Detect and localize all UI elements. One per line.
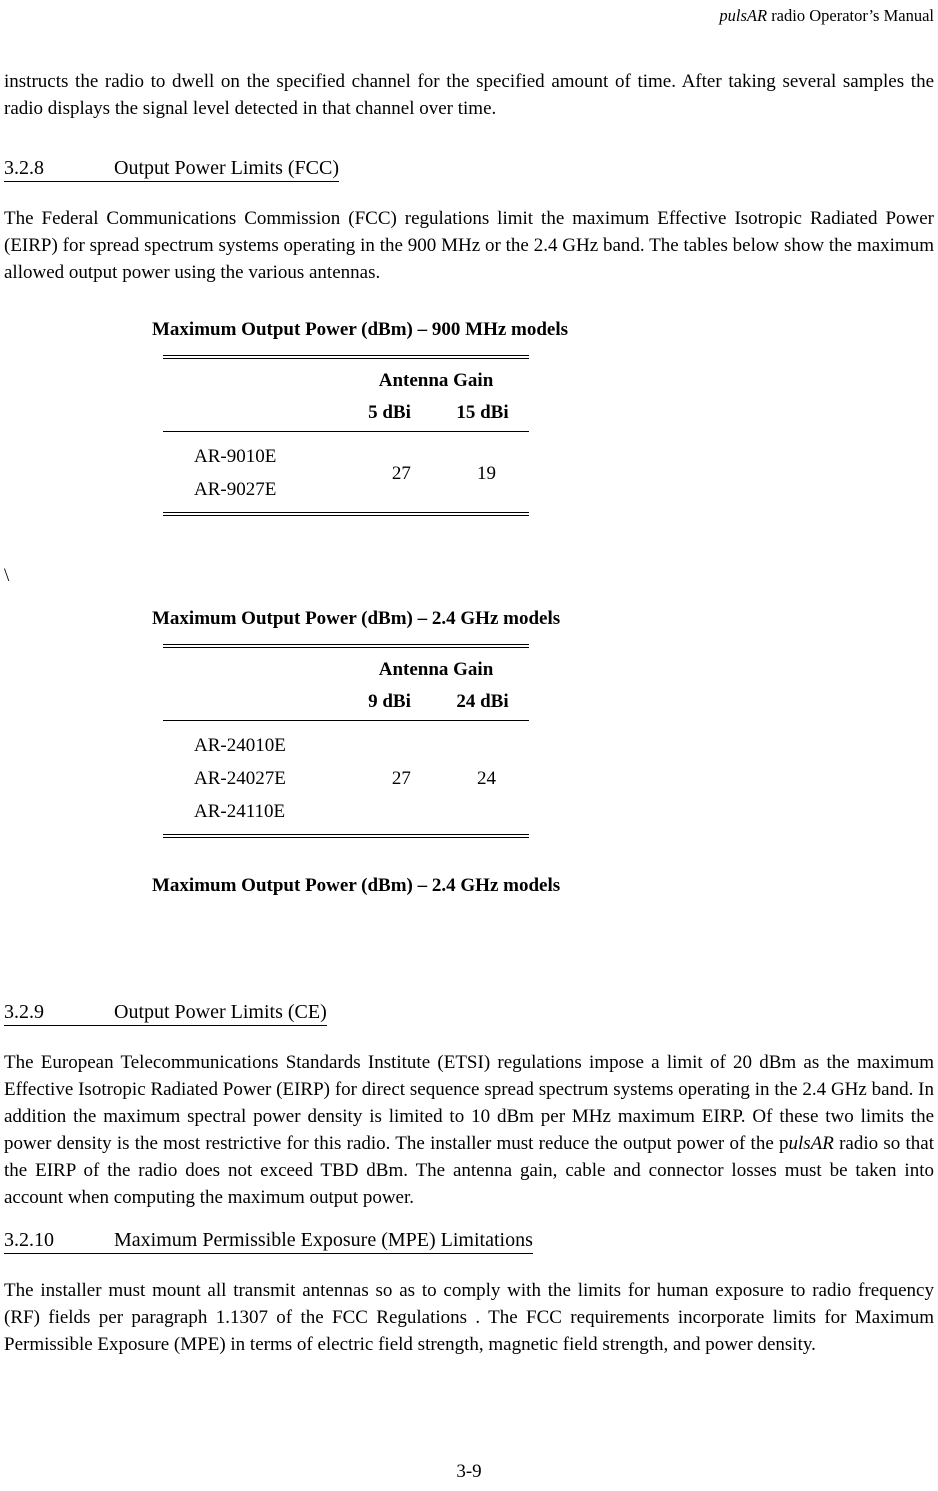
table-column-header-row <box>163 685 529 721</box>
model-labels <box>163 729 359 828</box>
section-number-ce: 3.2.9 <box>4 1001 44 1023</box>
model-label: AR-24110E <box>194 801 286 822</box>
stray-backslash: \ <box>4 565 10 586</box>
table-caption-900: Maximum Output Power (dBm) – 900 MHz models <box>152 319 569 340</box>
ce-paragraph-italic: ulsAR <box>788 1133 834 1154</box>
ce-paragraph <box>4 1049 934 1211</box>
power-value: 24 <box>476 768 496 789</box>
ce-paragraph-part1: The European Telecommunications Standards Institute (ETSI) regulations impose a limit of 20 dBm as the maximum Effective Isotropic Radiated Power (EIRP) for direct sequence spread spectrum systems operating in the 2.4 GHz band. In addition the maximum spectral power density is limited to 10 dBm per MHz maximum EIRP. Of these two limits the power density is the most restrictive for this radio. The installer must reduce the output power of the p <box>4 1052 934 1154</box>
mpe-paragraph: The installer must mount all transmit antennas so as to comply with the limits for human exposure to radio frequency (RF) fields per paragraph 1.1307 of the FCC Regulations . The FCC requirements incorporate limits for Maximum Permissible Exposure (MPE) in terms of electric field strength, magnetic field strength, and power density. <box>4 1280 934 1355</box>
model-label: AR-9010E <box>194 446 277 467</box>
power-table-24ghz <box>163 644 529 838</box>
antenna-gain-header: Antenna Gain <box>378 659 494 680</box>
antenna-gain-header: Antenna Gain <box>378 370 494 391</box>
model-label: AR-24027E <box>194 768 286 789</box>
ce-paragraph-part2: radio so that the EIRP of the radio does not exceed TBD dBm. The antenna gain, cable and connector losses must be taken into account when computing the maximum output power. <box>4 1133 934 1208</box>
power-value: 19 <box>476 462 496 484</box>
empty-cell <box>163 359 343 396</box>
table-caption-extra: Maximum Output Power (dBm) – 2.4 GHz models <box>152 875 561 896</box>
manual-title-rest: radio Operator’s Manual <box>767 6 934 25</box>
power-value: 27 <box>391 768 411 789</box>
page-number: 3-9 <box>456 1461 482 1482</box>
empty-cell <box>163 399 343 426</box>
model-labels <box>163 440 359 506</box>
table-group-header-row <box>163 359 529 396</box>
column-header-24dbi: 24 dBi <box>456 691 509 712</box>
intro-paragraph: instructs the radio to dwell on the specified channel for the specified amount of time. After taking several samples the radio displays the signal level detected in that channel over time. <box>4 71 934 119</box>
model-label: AR-24010E <box>194 735 286 756</box>
section-heading-mpe <box>4 1227 934 1254</box>
power-table-900 <box>163 355 529 516</box>
table-column-header-row <box>163 396 529 432</box>
section-title-fcc: Output Power Limits (FCC) <box>114 157 340 179</box>
heading-underline <box>4 1229 533 1254</box>
table-row <box>163 432 529 512</box>
section-number-mpe: 3.2.10 <box>4 1229 54 1251</box>
heading-underline <box>4 1001 327 1026</box>
section-title-mpe: Maximum Permissible Exposure (MPE) Limitations <box>114 1229 533 1251</box>
manual-title-italic: pulsAR <box>719 6 768 25</box>
section-heading-ce <box>4 999 934 1026</box>
section-title-ce: Output Power Limits (CE) <box>114 1001 327 1023</box>
table-caption-24ghz: Maximum Output Power (dBm) – 2.4 GHz models <box>152 608 561 629</box>
empty-cell <box>163 648 343 685</box>
table-group-header-row <box>163 648 529 685</box>
table-row <box>163 721 529 834</box>
column-header-9dbi: 9 dBi <box>368 691 411 712</box>
section-heading-fcc <box>4 155 934 182</box>
column-header-5dbi: 5 dBi <box>368 402 411 423</box>
model-label: AR-9027E <box>194 479 277 500</box>
column-header-15dbi: 15 dBi <box>456 402 509 423</box>
empty-cell <box>163 688 343 715</box>
power-value: 27 <box>391 462 411 484</box>
section-number-fcc: 3.2.8 <box>4 157 44 179</box>
fcc-paragraph: The Federal Communications Commission (FCC) regulations limit the maximum Effective Isotropic Radiated Power (EIRP) for spread spectrum systems operating in the 900 MHz or the 2.4 GHz band. The tables below show the maximum allowed output power using the various antennas. <box>4 208 934 283</box>
heading-underline <box>4 157 339 182</box>
page-header <box>4 6 934 26</box>
